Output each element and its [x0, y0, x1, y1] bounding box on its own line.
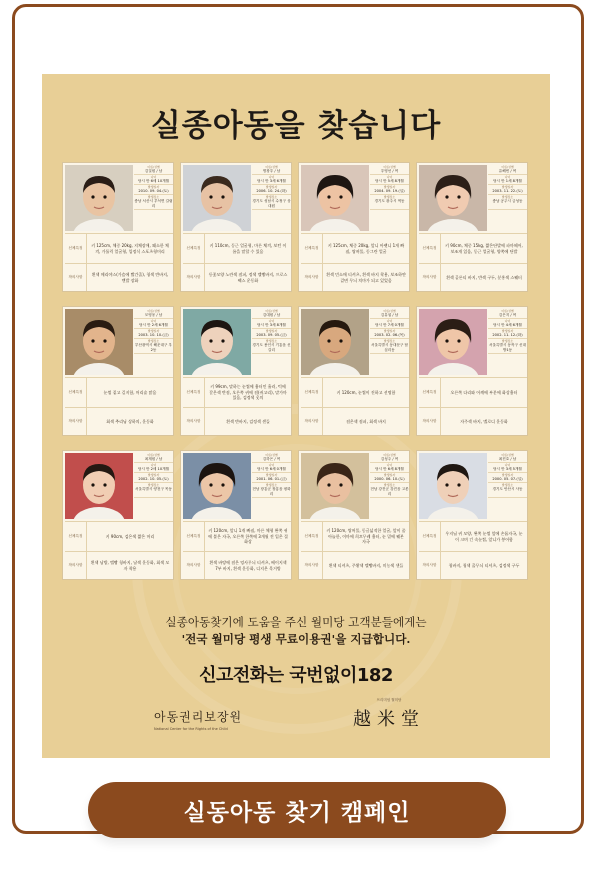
child-name-label: 이름/성별: [265, 453, 278, 457]
child-card: [180, 450, 292, 580]
child-clothes: 흰색 반바지, 검정색 샌들: [226, 418, 270, 424]
child-photo: [301, 309, 369, 375]
child-clothes-row: [419, 263, 527, 291]
child-clothes-label: 착의사항: [301, 408, 323, 435]
child-age-label: 나이: [150, 463, 157, 467]
child-place-label: 발생장소: [147, 339, 160, 343]
child-clothes-row: [301, 407, 409, 435]
child-features: 키 125cm, 체중 20kg, 앞니 아랫니 1개 빠짐, 쌍꺼풀, 동그란 얼굴: [327, 243, 405, 254]
child-photo: [301, 165, 369, 231]
child-features-row: [419, 233, 527, 263]
child-place: 전남 장흥군 장흥읍 평화리: [252, 487, 291, 496]
child-date-label: 발생일자: [383, 329, 396, 333]
child-info: [134, 309, 173, 354]
child-clothes: 흰색 메리야스(가슴에 빨간줄), 청색 반바지, 맨발 장화: [91, 272, 169, 283]
child-features: 키 120cm, 눈썹이 진하고 선명함: [336, 389, 396, 395]
child-photo-illustration: [301, 453, 369, 519]
child-date: 2002. 11. 12.(화): [488, 333, 527, 339]
child-place-label: 발생장소: [383, 339, 396, 343]
child-age-label: 나이: [150, 319, 157, 323]
child-date-label: 발생일자: [147, 473, 160, 477]
child-place: 충남 서산시 부석면 갈림리: [134, 199, 173, 208]
child-photo-illustration: [301, 165, 369, 231]
child-name: 최재원 / 남: [134, 457, 173, 463]
child-place: 경기도 안산시 사동: [488, 487, 527, 498]
child-clothes: 청바지, 청색 줄무늬 티셔츠, 검정색 구두: [448, 562, 520, 568]
child-date-label: 발생일자: [501, 473, 514, 477]
brand-tagline: 프리미엄 월미당: [376, 698, 402, 702]
child-age-label: 나이: [386, 463, 393, 467]
child-date: 2003. 11. 22.(토): [488, 189, 527, 195]
child-clothes-label: 착의사항: [65, 408, 87, 435]
child-age-label: 나이: [268, 175, 275, 179]
child-features-row: [419, 377, 527, 407]
child-age: 당시 만 6세 8개월: [370, 467, 409, 473]
child-age: 당시 만 2세 10개월: [134, 467, 173, 473]
child-date-label: 발생일자: [265, 473, 278, 477]
child-name-label: 이름/성별: [147, 453, 160, 457]
child-date-label: 발생일자: [265, 185, 278, 189]
child-place: 경기도 광주시 역동: [370, 199, 409, 210]
child-features-label: 신체특징: [65, 378, 87, 407]
child-info: [252, 165, 291, 210]
child-clothes-row: [65, 551, 173, 579]
child-card: [298, 306, 410, 436]
child-clothes-row: [183, 263, 291, 291]
child-photo: [301, 453, 369, 519]
child-info: [370, 165, 409, 210]
child-age-label: 나이: [504, 175, 511, 179]
child-card: [62, 306, 174, 436]
child-place-label: 발생장소: [501, 483, 514, 487]
child-clothes-label: 착의사항: [419, 552, 441, 579]
child-features: 키 110cm, 둥근 얼굴형, 마른 체격, 보턴 이름을 말할 수 있음: [209, 243, 287, 254]
child-age: 당시 만 6세 0개월: [252, 467, 291, 473]
child-age-label: 나이: [150, 175, 157, 179]
child-clothes: 점은색 점퍼, 회색 바지: [346, 418, 386, 424]
child-clothes-label: 착의사항: [183, 552, 205, 579]
child-place-label: 발생장소: [383, 195, 396, 199]
child-clothes-label: 착의사항: [65, 264, 87, 291]
child-place-label: 발생장소: [383, 483, 396, 487]
child-age: 당시 만 5세 8개월: [370, 179, 409, 185]
child-age-label: 나이: [504, 319, 511, 323]
child-clothes: 자주색 바지, 멜로디 운동화: [460, 418, 508, 424]
notice-line-1: 실종아동찾기에 도움을 주신 월미당 고객분들에게는: [165, 615, 427, 629]
child-place: 부산광역시 해운대구 우2동: [135, 343, 172, 352]
child-features-label: 신체특징: [65, 522, 87, 551]
child-place: 경기도 용인시 기흥읍 신갈리: [252, 343, 291, 352]
child-clothes-label: 착의사항: [183, 408, 205, 435]
child-place-label: 발생장소: [147, 483, 160, 487]
child-card: [180, 306, 292, 436]
child-place: 서울특별시 동작구 신대방1동: [489, 343, 526, 352]
child-clothes-label: 착의사항: [419, 264, 441, 291]
child-place: 전남 강진군 강진읍 고촌리: [370, 487, 409, 496]
child-name: 김성주 / 여: [370, 457, 409, 463]
child-features-row: [65, 233, 173, 263]
child-photo: [65, 309, 133, 375]
child-clothes-label: 착의사항: [301, 552, 323, 579]
child-features-row: [65, 377, 173, 407]
child-photo-illustration: [419, 309, 487, 375]
child-date: 2002. 10. 05.(토): [134, 477, 173, 483]
child-place-label: 발생장소: [265, 339, 278, 343]
child-card: [180, 162, 292, 292]
child-features: 키 120cm, 쌍꺼풀, 동글넓적한 얼굴, 앞이 좀 아늘한, 이마에 희끄무레 흉터, 눈 밑에 웨본 자국: [326, 528, 406, 545]
child-features-label: 신체특징: [65, 234, 87, 263]
child-clothes: 흰색 남방, 멜빵 청바지, 남색 운동화, 회색 모자 착용: [90, 560, 170, 571]
child-name: 우영선 / 여: [370, 169, 409, 175]
child-clothes: 회색 추리닝 상하의, 운동화: [106, 418, 154, 424]
child-name: 모영웅 / 남: [134, 313, 173, 319]
child-features-row: [65, 521, 173, 551]
child-clothes: 등꽃모양 노란색 점퍼, 정색 멜빵바지, 프로스펙스 운동화: [208, 272, 288, 283]
child-age-label: 나이: [386, 319, 393, 323]
child-features: 키 125cm, 체중 20kg, 지체장애, 왜소한 체격, 가톨릭 얼굴형, 입정식 스포츠형머리: [91, 243, 169, 254]
child-card: [298, 162, 410, 292]
child-photo: [183, 165, 251, 231]
child-age: 당시 만 4세 6개월: [488, 323, 527, 329]
child-age: 당시 만 2세 6개월: [134, 323, 173, 329]
campaign-label: 실동아동 찾기 캠페인: [183, 799, 411, 826]
child-name-label: 이름/성별: [147, 165, 160, 169]
child-info: [488, 165, 527, 210]
child-photo: [419, 165, 487, 231]
child-photo-illustration: [301, 309, 369, 375]
child-features-label: 신체특징: [183, 234, 205, 263]
child-age-label: 나이: [386, 175, 393, 179]
child-age-label: 나이: [268, 463, 275, 467]
child-name-label: 이름/성별: [383, 453, 396, 457]
child-photo-illustration: [183, 165, 251, 231]
child-photo: [65, 165, 133, 231]
child-photo-illustration: [183, 453, 251, 519]
org-name-en: National Center for the Rights of the Child: [154, 727, 228, 731]
child-card: [416, 450, 528, 580]
child-date: 2004. 09. 19.(일): [370, 189, 409, 195]
child-features: 우지님 귀 모양, 왼쪽 눈썹 앞에 손톱자국, 눈이 크며 긴 속눈썹, 앞니가 붕어함: [445, 531, 523, 542]
child-name-label: 이름/성별: [265, 165, 278, 169]
child-photo: [183, 309, 251, 375]
child-age: 당시 만 7세 0개월: [370, 323, 409, 329]
child-date: 2000. 06. 10.(토): [370, 477, 409, 483]
child-photo-illustration: [65, 165, 133, 231]
child-age: 당시 만 6세 10개월: [134, 179, 173, 185]
children-grid: [62, 162, 530, 580]
hotline-text: 신고전화는 국번없이182: [199, 665, 393, 686]
child-features-label: 신체특징: [301, 522, 323, 551]
child-photo: [419, 453, 487, 519]
child-features-label: 신체특징: [419, 522, 441, 551]
child-date-label: 발생일자: [501, 329, 514, 333]
child-date: 2003. 02. 06.(목): [370, 333, 409, 339]
org-logo: [154, 708, 294, 731]
child-photo-illustration: [65, 453, 133, 519]
child-card: [416, 306, 528, 436]
child-name: 김하은 / 여: [252, 457, 291, 463]
child-clothes-label: 착의사항: [301, 264, 323, 291]
child-features-label: 신체특징: [183, 522, 205, 551]
child-name-label: 이름/성별: [383, 309, 396, 313]
child-features-row: [183, 521, 291, 551]
child-features-label: 신체특징: [183, 378, 205, 407]
child-card: [416, 162, 528, 292]
child-age: 당시 만 3세 5개월: [488, 467, 527, 473]
child-name-label: 이름/성별: [265, 309, 278, 313]
child-info: [370, 309, 409, 354]
child-name: 최진호 / 남: [488, 457, 527, 463]
child-info: [370, 453, 409, 498]
child-clothes-label: 착의사항: [419, 408, 441, 435]
child-features-row: [183, 233, 291, 263]
child-place-label: 발생장소: [501, 195, 514, 199]
missing-children-poster: [42, 74, 550, 758]
child-date: 2000. 05. 07.(일): [488, 477, 527, 483]
child-date: 2003. 09. 05.(금): [252, 333, 291, 339]
child-clothes-row: [301, 551, 409, 579]
child-name: 김대원 / 남: [252, 313, 291, 319]
child-card: [298, 450, 410, 580]
child-name: 김질원 / 남: [134, 169, 173, 175]
child-age: 당시 만 3세 8개월: [252, 323, 291, 329]
child-features-label: 신체특징: [419, 234, 441, 263]
child-clothes-row: [419, 551, 527, 579]
child-features: 키 99cm, 말하는 눈썹에 흉터인 흘러, 턱에 갈은색 반점, 오른쪽 귀에 점(귀고리), 말가마 있음, 검정색 옷의: [209, 384, 287, 401]
notice-line-2: '전국 월미당 평생 무료이용권'을 지급합니다.: [181, 632, 411, 646]
child-photo-illustration: [419, 453, 487, 519]
child-features: 키 90cm, 체중 15kg, 짧은단발에 파마헤어, 보조개 있음, 둥근 얼굴형, 양쪽에 단발: [445, 243, 523, 254]
child-place-label: 발생장소: [265, 483, 278, 487]
child-card: [62, 450, 174, 580]
child-date: 2010. 09. 04.(토): [134, 189, 173, 195]
child-features-label: 신체특징: [301, 378, 323, 407]
child-date: 2003. 10. 10.(금): [134, 333, 173, 339]
brand-name: 越米堂: [353, 709, 425, 730]
child-place-label: 발생장소: [501, 339, 514, 343]
child-clothes-label: 착의사항: [65, 552, 87, 579]
child-place-label: 발생장소: [265, 195, 278, 199]
child-date-label: 발생일자: [147, 185, 160, 189]
child-place: 서울특별시 동대문구 답십리동: [371, 343, 408, 352]
child-name: 유해빈 / 여: [488, 169, 527, 175]
child-features-row: [419, 521, 527, 551]
child-clothes-row: [183, 551, 291, 579]
child-date-label: 발생일자: [383, 185, 396, 189]
child-age-label: 나이: [504, 463, 511, 467]
child-info: [252, 309, 291, 354]
child-clothes: 흰색 골론티 바지, 반색 구두, 분홍색 스웨터: [446, 274, 522, 280]
child-place: 서울특별시 양천구 목동: [134, 487, 173, 498]
child-date-label: 발생일자: [501, 185, 514, 189]
child-age: 당시 만 1세 8개월: [488, 179, 527, 185]
child-info: [134, 453, 173, 498]
child-age-label: 나이: [268, 319, 275, 323]
child-clothes: 흰색 민소매 티셔츠, 흰색 바지 착용, 보조하얀 겉면 무늬 치마가 되고 있었음: [326, 272, 406, 283]
child-name: 김은지 / 여: [488, 313, 527, 319]
child-features-label: 신체특징: [301, 234, 323, 263]
child-features-row: [301, 377, 409, 407]
child-photo-illustration: [65, 309, 133, 375]
child-date-label: 발생일자: [383, 473, 396, 477]
reward-notice: [42, 614, 550, 648]
brand-logo: [334, 698, 444, 731]
child-info: [252, 453, 291, 498]
child-features: 키 120cm, 앞니 1개 빠짐, 마른 체형 완쪽 귀에 붙은 자국, 오른쪽 한쪽에 3개월 전 입은 절화상: [208, 528, 288, 545]
child-features: 키 90cm, 검은색 짧은 머리: [105, 533, 155, 539]
child-clothes: 흰색 티셔츠, 주황색 멜빵바지, 미농색 샌들: [328, 562, 404, 568]
child-clothes-row: [419, 407, 527, 435]
child-age: 당시 만 3세 6개월: [252, 179, 291, 185]
child-name-label: 이름/성별: [501, 453, 514, 457]
child-place: 경기도 성남시 수정구 상대원: [252, 199, 291, 208]
child-features-row: [183, 377, 291, 407]
child-name-label: 이름/성별: [147, 309, 160, 313]
child-name-label: 이름/성별: [501, 165, 514, 169]
child-card: [62, 162, 174, 292]
child-info: [488, 309, 527, 354]
child-name-label: 이름/성별: [501, 309, 514, 313]
child-date: 2001. 06. 01.(금): [252, 477, 291, 483]
child-place-label: 발생장소: [147, 195, 160, 199]
child-photo: [419, 309, 487, 375]
child-name-label: 이름/성별: [383, 165, 396, 169]
org-name: 아동권리보장원: [154, 710, 243, 724]
child-features: 눈썹 짙고 길지함, 머리숱 많음: [103, 389, 157, 395]
child-clothes-label: 착의사항: [183, 264, 205, 291]
child-clothes-row: [183, 407, 291, 435]
child-clothes: 흰색 바탕에 점은 엉사무늬 티셔츠, 베이지색 7부 바지, 흰색 운동화, 디지온 목거방: [209, 560, 287, 571]
child-photo: [65, 453, 133, 519]
child-features-row: [301, 233, 409, 263]
child-features-label: 신체특징: [419, 378, 441, 407]
child-features-row: [301, 521, 409, 551]
child-clothes-row: [301, 263, 409, 291]
campaign-label-banner: [88, 782, 506, 838]
child-place: 충남 공주시 금성동: [488, 199, 527, 210]
child-photo-illustration: [183, 309, 251, 375]
child-clothes-row: [65, 407, 173, 435]
child-date-label: 발생일자: [147, 329, 160, 333]
child-name: 김유섭 / 남: [370, 313, 409, 319]
child-clothes-row: [65, 263, 173, 291]
poster-title: 실종아동을 찾습니다: [150, 108, 442, 144]
child-photo: [183, 453, 251, 519]
child-date: 2006. 10. 24.(화): [252, 189, 291, 195]
child-name: 명창우 / 남: [252, 169, 291, 175]
child-info: [488, 453, 527, 498]
child-date-label: 발생일자: [265, 329, 278, 333]
child-photo-illustration: [419, 165, 487, 231]
child-info: [134, 165, 173, 210]
child-features: 오른쪽 다리와 어깨에 부분에 화상흉터: [450, 389, 518, 395]
